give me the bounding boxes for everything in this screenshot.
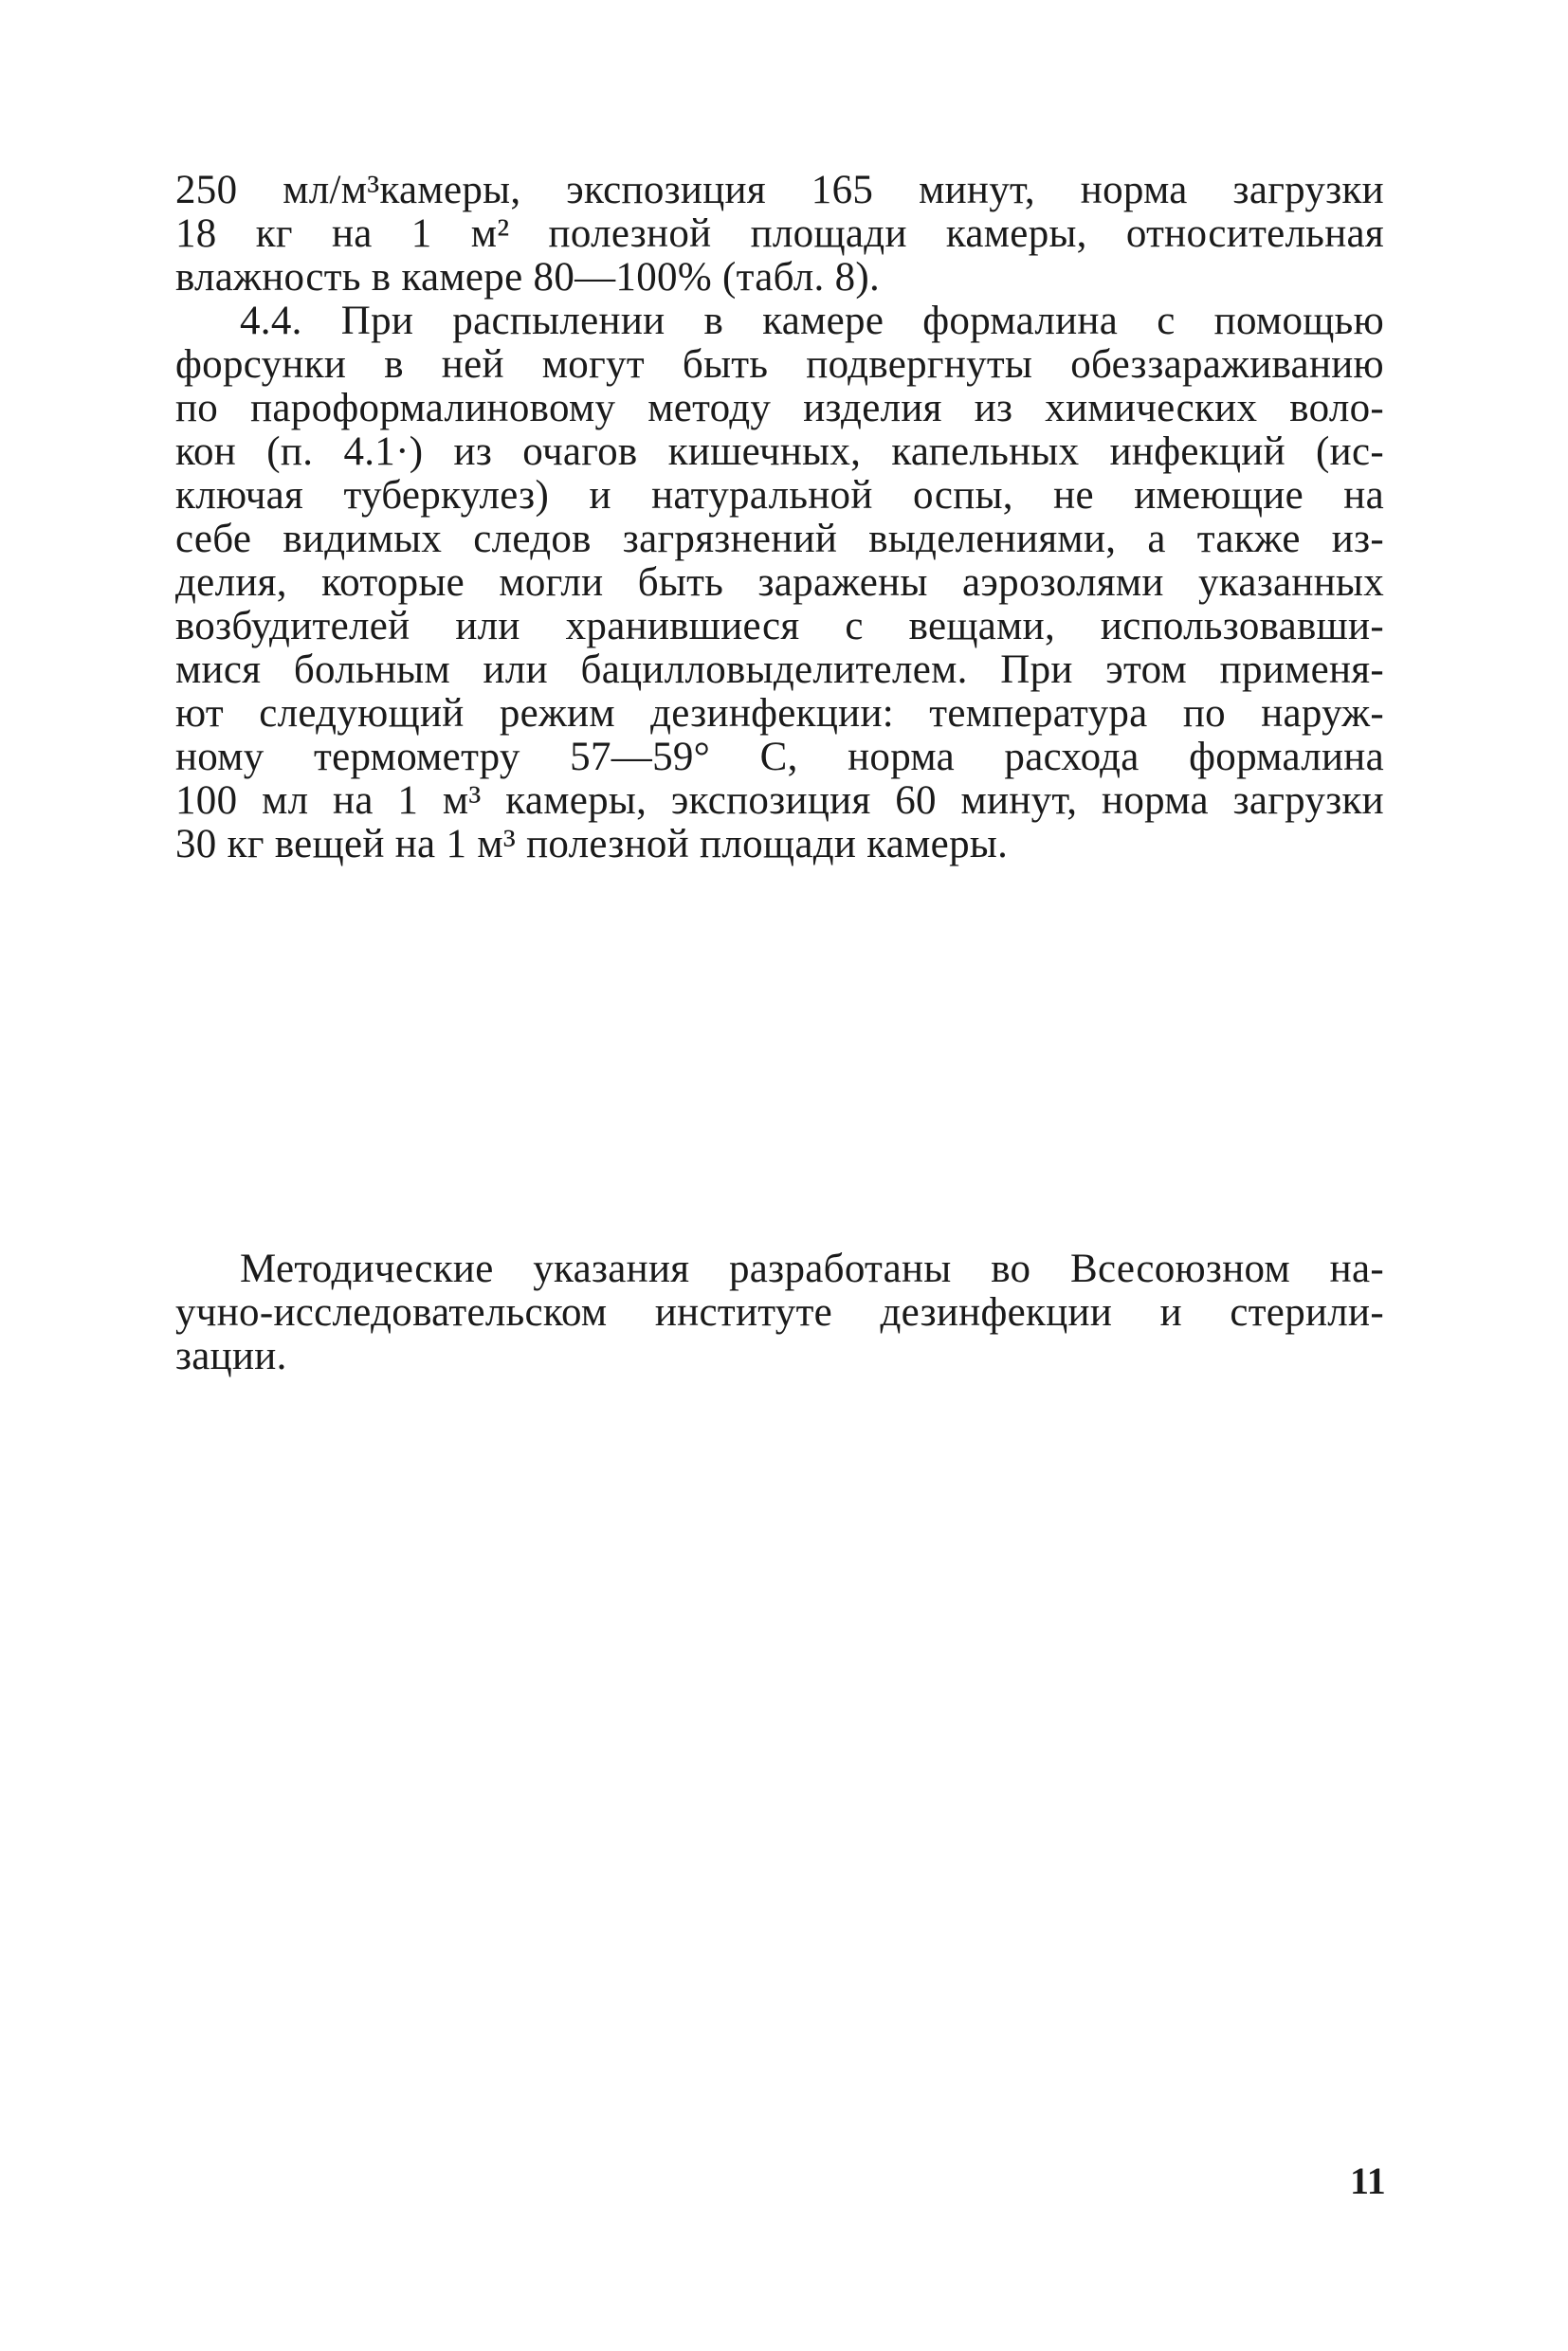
text-line: 250 мл/м³камеры, экспозиция 165 минут, норма загрузки	[175, 168, 1384, 212]
text-line: 30 кг вещей на 1 м³ полезной площади камеры.	[175, 822, 1009, 866]
text-line: ют следующий режим дезинфекции: температура по наруж-	[175, 691, 1384, 736]
paragraph-methodical-note	[175, 1248, 1384, 1378]
text-line: влажность в камере 80—100% (табл. 8).	[175, 255, 881, 300]
text-line: ключая туберкулез) и натуральной оспы, не имеющие на	[175, 473, 1384, 518]
text-line: 100 мл на 1 м³ камеры, экспозиция 60 минут, норма загрузки	[175, 778, 1384, 823]
text-line: ному термометру 57—59° С, норма расхода формалина	[175, 735, 1384, 779]
text-line: мися больным или бацилловыделителем. При этом применя-	[175, 647, 1384, 692]
text-line: 4.4. При распылении в камере формалина с помощью	[240, 299, 1384, 343]
methodical-note-block	[175, 1248, 1384, 1378]
text-line: делия, которые могли быть заражены аэрозолями указанных	[175, 560, 1384, 605]
text-line: Методические указания разработаны во Всесоюзном на-	[240, 1247, 1384, 1291]
text-line: 18 кг на 1 м² полезной площади камеры, относительная	[175, 211, 1384, 256]
text-line: учно-исследовательском институте дезинфекции и стерили-	[175, 1290, 1384, 1335]
paragraph-section-4-4	[175, 300, 1384, 866]
paragraph-continuation	[175, 169, 1384, 300]
text-line: по пароформалиновому методу изделия из химических воло-	[175, 386, 1384, 430]
text-line: кон (п. 4.1·) из очагов кишечных, капельных инфекций (ис-	[175, 429, 1384, 474]
text-line: себе видимых следов загрязнений выделениями, а также из-	[175, 517, 1384, 561]
page-number: 11	[1350, 2160, 1386, 2202]
text-line: возбудителей или хранившиеся с вещами, использовавши-	[175, 604, 1384, 648]
text-line: зации.	[175, 1334, 287, 1378]
main-text-block	[175, 169, 1384, 866]
text-line: форсунки в ней могут быть подвергнуты обеззараживанию	[175, 342, 1384, 387]
